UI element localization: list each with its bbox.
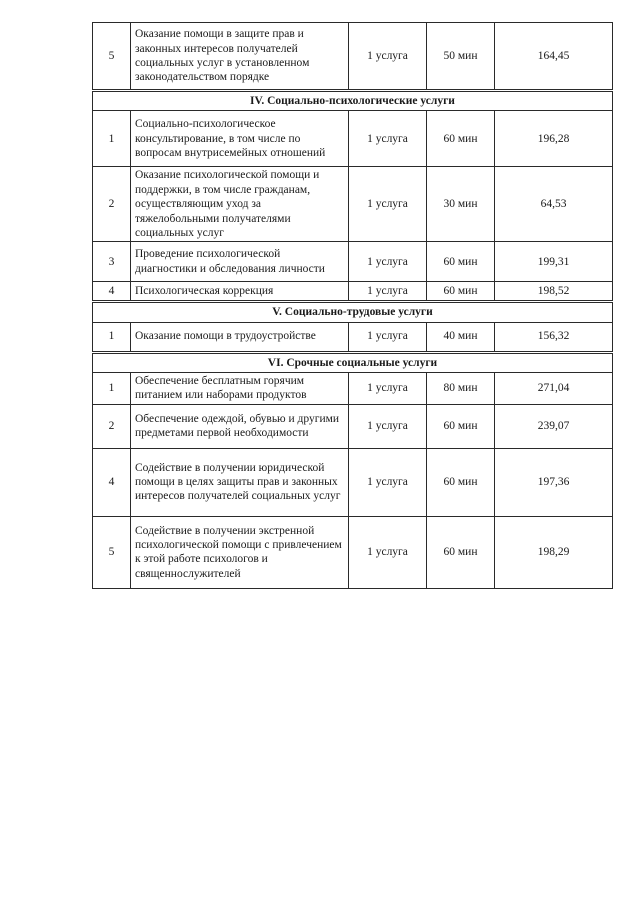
service-unit: 1 услуга: [349, 448, 427, 516]
service-name: Социально-психологическое консультирование, в том числе по вопросам внутрисемейных отношений: [131, 111, 349, 167]
service-unit: 1 услуга: [349, 111, 427, 167]
row-number: 1: [93, 373, 131, 405]
service-price: 164,45: [495, 23, 613, 91]
service-time: 80 мин: [427, 373, 495, 405]
service-name: Психологическая коррекция: [131, 282, 349, 302]
service-unit: 1 услуга: [349, 322, 427, 352]
row-number: 3: [93, 242, 131, 282]
service-price: 199,31: [495, 242, 613, 282]
service-price: 198,29: [495, 516, 613, 588]
table-row: [93, 404, 613, 448]
row-number: 5: [93, 23, 131, 91]
service-name: Обеспечение бесплатным горячим питанием или наборами продуктов: [131, 373, 349, 405]
service-price: 198,52: [495, 282, 613, 302]
section-header-row: [93, 91, 613, 111]
service-price: 239,07: [495, 404, 613, 448]
section-title: VI. Срочные социальные услуги: [93, 352, 613, 372]
service-price: 196,28: [495, 111, 613, 167]
table-row: [93, 448, 613, 516]
row-number: 4: [93, 282, 131, 302]
table-row: [93, 111, 613, 167]
section-header-row: [93, 352, 613, 372]
table-row: [93, 322, 613, 352]
section-header-row: [93, 302, 613, 322]
table-row: [93, 516, 613, 588]
service-time: 60 мин: [427, 516, 495, 588]
service-time: 50 мин: [427, 23, 495, 91]
table-row: [93, 167, 613, 242]
service-unit: 1 услуга: [349, 167, 427, 242]
service-time: 60 мин: [427, 242, 495, 282]
row-number: 2: [93, 167, 131, 242]
services-table: [92, 22, 613, 589]
service-price: 64,53: [495, 167, 613, 242]
table-row: [93, 282, 613, 302]
service-price: 271,04: [495, 373, 613, 405]
service-name: Оказание психологической помощи и поддержки, в том числе гражданам, осуществляющим уход за тяжелобольными получателями социальных услуг: [131, 167, 349, 242]
service-time: 60 мин: [427, 111, 495, 167]
service-unit: 1 услуга: [349, 404, 427, 448]
service-unit: 1 услуга: [349, 23, 427, 91]
service-price: 197,36: [495, 448, 613, 516]
service-name: Проведение психологической диагностики и обследования личности: [131, 242, 349, 282]
table-row: [93, 373, 613, 405]
table-row: [93, 242, 613, 282]
service-name: Содействие в получении экстренной психологической помощи с привлечением к этой работе психологов и священнослужителей: [131, 516, 349, 588]
service-time: 30 мин: [427, 167, 495, 242]
section-title: IV. Социально-психологические услуги: [93, 91, 613, 111]
service-name: Содействие в получении юридической помощи в целях защиты прав и законных интересов получателей социальных услуг: [131, 448, 349, 516]
service-time: 40 мин: [427, 322, 495, 352]
row-number: 1: [93, 111, 131, 167]
service-time: 60 мин: [427, 448, 495, 516]
section-title: V. Социально-трудовые услуги: [93, 302, 613, 322]
service-unit: 1 услуга: [349, 242, 427, 282]
row-number: 2: [93, 404, 131, 448]
service-name: Оказание помощи в трудоустройстве: [131, 322, 349, 352]
service-name: Оказание помощи в защите прав и законных интересов получателей социальных услуг в установленном законодательством порядке: [131, 23, 349, 91]
service-unit: 1 услуга: [349, 373, 427, 405]
row-number: 5: [93, 516, 131, 588]
row-number: 4: [93, 448, 131, 516]
service-price: 156,32: [495, 322, 613, 352]
service-name: Обеспечение одеждой, обувью и другими предметами первой необходимости: [131, 404, 349, 448]
service-time: 60 мин: [427, 404, 495, 448]
service-unit: 1 услуга: [349, 282, 427, 302]
row-number: 1: [93, 322, 131, 352]
service-time: 60 мин: [427, 282, 495, 302]
table-row: [93, 23, 613, 91]
service-unit: 1 услуга: [349, 516, 427, 588]
